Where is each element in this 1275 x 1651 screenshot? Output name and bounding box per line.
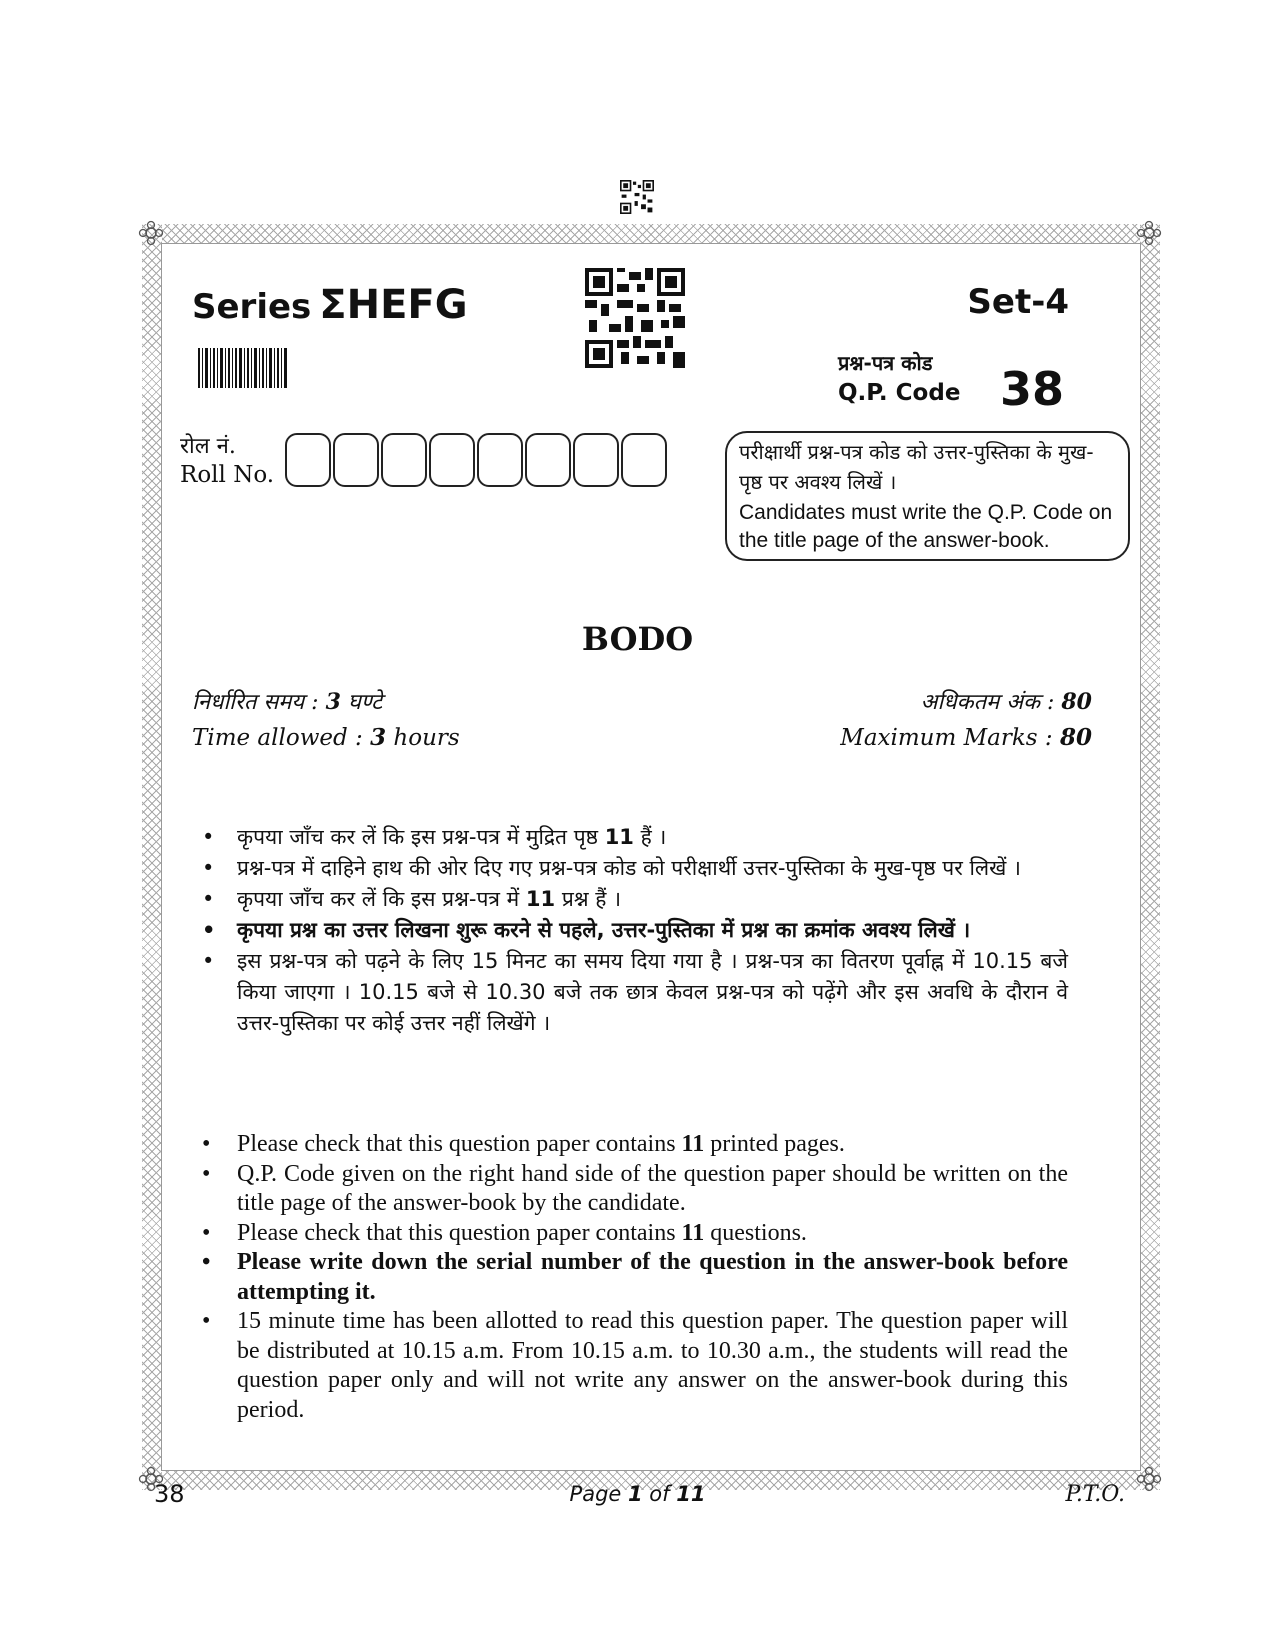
instruction-number: 11 xyxy=(525,887,556,911)
page-border-left xyxy=(142,224,162,1490)
time-english-unit: hours xyxy=(386,725,460,751)
instruction-text: Please write down the serial number of the question in the answer-book before attempting it. xyxy=(237,1249,1068,1305)
maximum-marks-hindi xyxy=(921,686,1092,716)
instruction-text: 15 minute time has been allotted to read this question paper. The question paper will be distributed at 10.15 a.m. From 10.15 a.m. to 10.30 a.m., the students will read the question paper only and will not write any answer on the answer-book during this period. xyxy=(237,1308,1068,1423)
time-english-label: Time allowed : xyxy=(192,725,371,751)
time-hindi-value: 3 xyxy=(325,689,341,715)
marks-english-value: 80 xyxy=(1059,724,1092,751)
list-item xyxy=(200,1219,1068,1249)
qp-code-hindi-label: प्रश्न-पत्र कोड xyxy=(838,351,933,375)
marks-hindi-label: अधिकतम अंक : xyxy=(920,690,1062,715)
roll-number-label: Roll No. xyxy=(180,462,275,488)
corner-ornament-icon xyxy=(1136,220,1162,246)
instruction-text: Q.P. Code given on the right hand side of the question paper should be written on the title page of the answer-book by the candidate. xyxy=(237,1160,1068,1216)
instruction-text: questions. xyxy=(704,1219,807,1246)
instruction-text: कृपया जाँच कर लें कि इस प्रश्न-पत्र में xyxy=(237,887,526,911)
instruction-text: प्रश्न हैं । xyxy=(555,887,622,911)
qp-code-value: 38 xyxy=(1000,362,1065,416)
roll-number-box[interactable] xyxy=(573,433,619,487)
marks-hindi-value: 80 xyxy=(1061,689,1092,715)
series-label xyxy=(192,282,468,328)
barcode-icon xyxy=(198,348,288,388)
roll-number-box[interactable] xyxy=(381,433,427,487)
notice-english: Candidates must write the Q.P. Code on the title page of the answer-book. xyxy=(739,501,1113,552)
time-allowed-hindi xyxy=(192,686,382,716)
instruction-text: Please check that this question paper contains xyxy=(237,1219,682,1246)
instruction-text: कृपया प्रश्न का उत्तर लिखना शुरू करने से पहले, उत्तर-पुस्तिका में प्रश्न का क्रमांक अवश्य लिखें । xyxy=(237,918,971,942)
page-prefix: Page xyxy=(569,1482,628,1506)
page-of: of xyxy=(642,1482,677,1506)
notice-hindi: परीक्षार्थी प्रश्न-पत्र कोड को उत्तर-पुस्तिका के मुख-पृष्ठ पर अवश्य लिखें । xyxy=(739,440,1094,494)
list-item xyxy=(200,946,1068,1039)
list-item xyxy=(200,1130,1068,1160)
page-total: 11 xyxy=(676,1482,706,1506)
time-english-value: 3 xyxy=(370,724,387,751)
corner-ornament-icon xyxy=(138,220,164,246)
time-hindi-label: निर्धारित समय : xyxy=(192,690,326,715)
list-item xyxy=(200,1160,1068,1219)
roll-number-box[interactable] xyxy=(621,433,667,487)
roll-number-box[interactable] xyxy=(333,433,379,487)
set-label: Set-4 xyxy=(967,282,1069,322)
pto-label: P.T.O. xyxy=(1065,1482,1125,1507)
list-item xyxy=(200,853,1068,884)
roll-number-hindi-label: रोल नं. xyxy=(180,434,236,459)
instruction-text: printed pages. xyxy=(704,1131,845,1157)
qp-code-notice-box xyxy=(725,431,1130,561)
roll-number-box[interactable] xyxy=(285,433,331,487)
time-allowed xyxy=(192,724,460,751)
qp-code-label: Q.P. Code xyxy=(838,380,961,406)
roll-number-box[interactable] xyxy=(525,433,571,487)
instructions-english-list xyxy=(200,1130,1068,1425)
instruction-number: 11 xyxy=(604,825,634,849)
maximum-marks xyxy=(840,724,1092,751)
list-item xyxy=(200,1307,1068,1425)
instruction-text: कृपया जाँच कर लें कि इस प्रश्न-पत्र में मुद्रित पृष्ठ xyxy=(237,825,605,849)
qr-code-icon xyxy=(585,268,685,368)
roll-number-box[interactable] xyxy=(429,433,475,487)
roll-number-box[interactable] xyxy=(477,433,523,487)
list-item xyxy=(200,822,1068,853)
qr-code-small-icon xyxy=(620,180,654,214)
instruction-number: 11 xyxy=(681,1131,705,1157)
instruction-text: प्रश्न-पत्र में दाहिने हाथ की ओर दिए गए प्रश्न-पत्र कोड को परीक्षार्थी उत्तर-पुस्तिका के मुख-पृष्ठ पर लिखें । xyxy=(237,856,1021,880)
time-hindi-unit: घण्टे xyxy=(340,690,383,715)
page-border-top xyxy=(142,224,1160,244)
series-code: ΣHEFG xyxy=(319,282,468,328)
instruction-number: 11 xyxy=(681,1219,705,1246)
marks-english-label: Maximum Marks : xyxy=(840,725,1060,751)
footer-code: 38 xyxy=(154,1480,185,1508)
instruction-text: Please check that this question paper contains xyxy=(237,1131,682,1157)
subject-title: BODO xyxy=(581,620,694,658)
instruction-text: हैं । xyxy=(633,825,667,849)
series-text: Series xyxy=(192,287,312,327)
page-border-right xyxy=(1140,224,1160,1490)
list-item xyxy=(200,915,1068,946)
instructions-hindi-list xyxy=(200,822,1068,1039)
instruction-text: इस प्रश्न-पत्र को पढ़ने के लिए 15 मिनट का समय दिया गया है । प्रश्न-पत्र का वितरण पूर्वाह्न में 10.15 बजे किया जाएगा । 10.15 बजे से 10.30 बजे तक छात्र केवल प्रश्न-पत्र को पढ़ेंगे और इस अवधि के दौरान वे उत्तर-पुस्तिका पर कोई उत्तर नहीं लिखेंगे । xyxy=(237,949,1068,1035)
roll-number-boxes xyxy=(285,433,669,487)
list-item xyxy=(200,1248,1068,1307)
page-current: 1 xyxy=(628,1482,643,1506)
list-item xyxy=(200,884,1068,915)
